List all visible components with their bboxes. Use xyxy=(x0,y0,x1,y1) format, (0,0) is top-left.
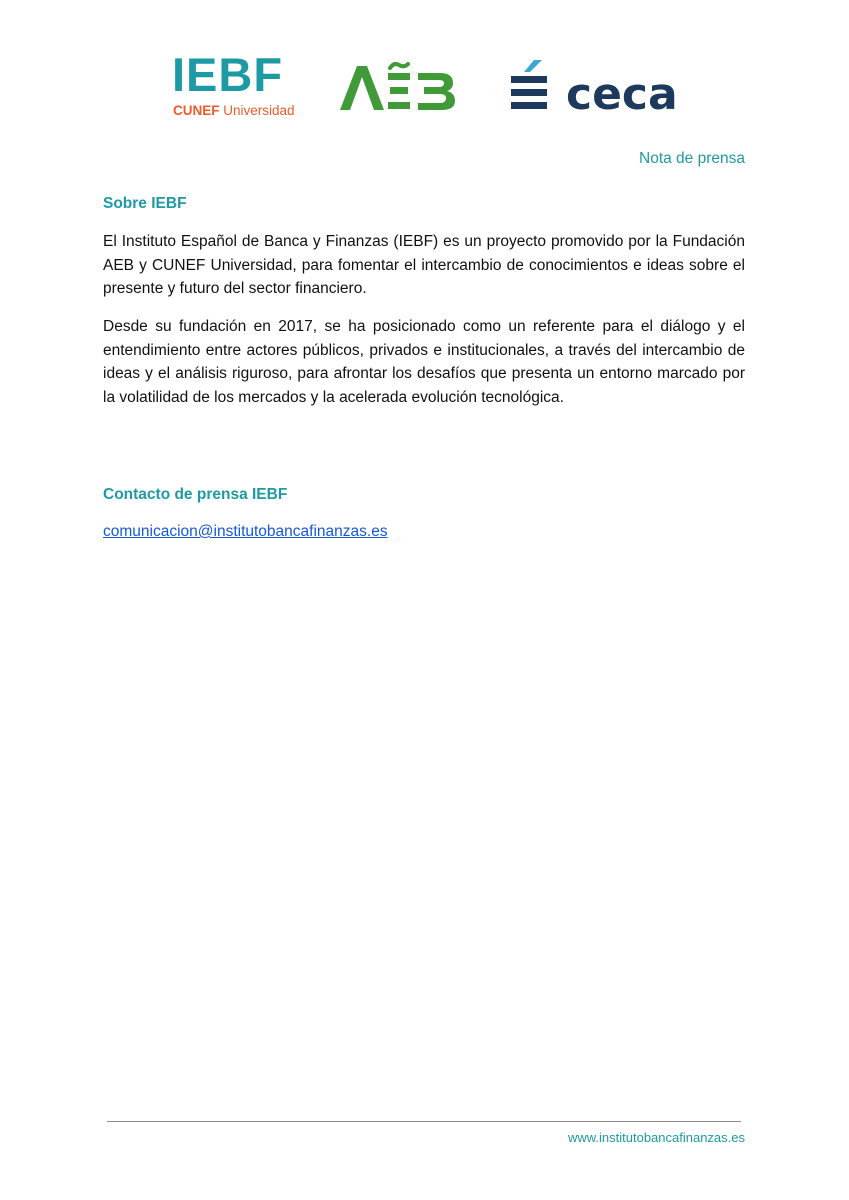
footer-website-link[interactable]: www.institutobancafinanzas.es xyxy=(567,1130,745,1145)
ceca-logo-wordmark: ceca xyxy=(566,69,678,118)
logo-row xyxy=(0,48,849,122)
iebf-logo xyxy=(172,48,295,120)
contact-heading: Contacto de prensa IEBF xyxy=(103,486,288,503)
ceca-logo xyxy=(508,58,678,118)
about-heading: Sobre IEBF xyxy=(103,195,187,212)
about-paragraph-1: El Instituto Español de Banca y Finanzas (IEBF) es un proyecto promovido por la Fundación AEB y CUNEF Universidad, para fomentar el intercambio de conocimientos e ideas sobre el presente y futuro del sector financiero. xyxy=(103,233,745,297)
iebf-logo-wordmark: IEBF xyxy=(172,48,284,101)
footer-divider xyxy=(107,1121,741,1122)
aeb-logo xyxy=(338,60,456,112)
iebf-logo-subtitle xyxy=(173,103,295,119)
iebf-logo-subtitle-light: Universidad xyxy=(223,103,295,118)
iebf-logo-subtitle-bold: CUNEF xyxy=(173,103,220,118)
about-paragraph-2: Desde su fundación en 2017, se ha posicionado como un referente para el diálogo y el entendimiento entre actores públicos, privados e institucionales, a través del intercambio de ideas y el análisis riguroso, para afrontar los desafíos que presenta un entorno marcado por la volatilidad de los mercados y la acelerada evolución tecnológica. xyxy=(103,318,745,406)
press-release-label: Nota de prensa xyxy=(639,150,745,167)
contact-email-link[interactable]: comunicacion@institutobancafinanzas.es xyxy=(103,523,388,540)
